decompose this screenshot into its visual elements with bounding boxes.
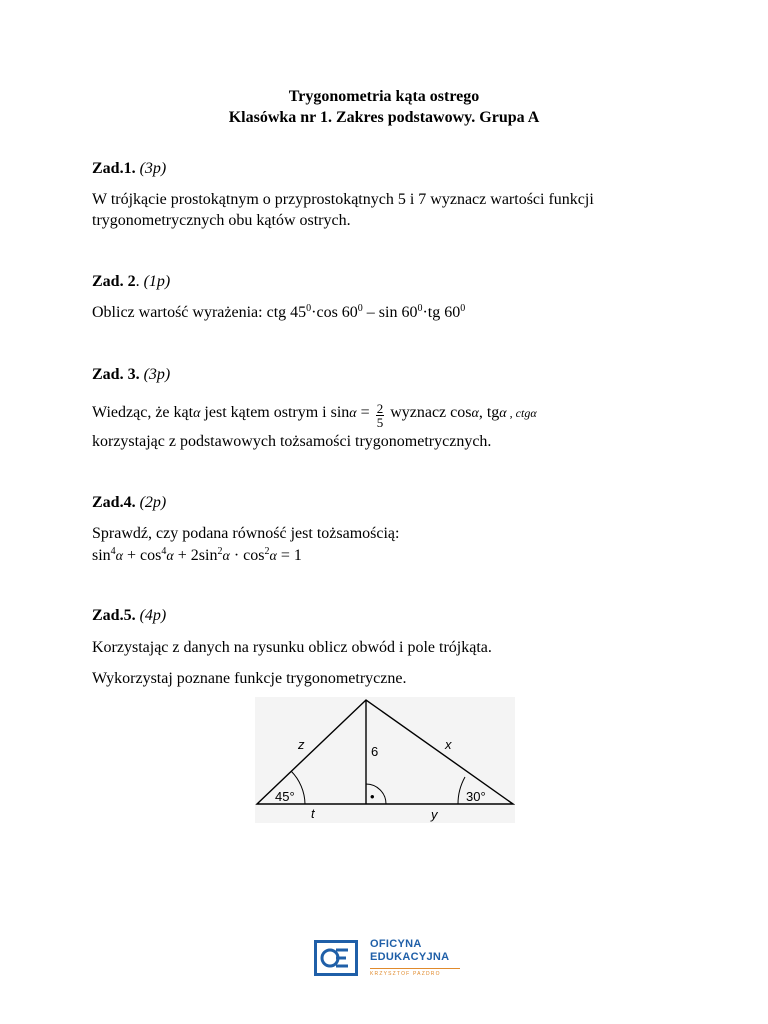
task-1-heading: [92, 160, 166, 178]
task-5-heading: [92, 607, 166, 625]
angle-30-label: 30°: [466, 789, 486, 804]
alpha-symbol: α: [499, 406, 507, 421]
task-4-points: (2p): [139, 494, 167, 511]
degree-sup: 0: [357, 303, 363, 314]
text-part: jest kątem ostrym i sin: [200, 404, 350, 421]
text-part: Wiedząc, że kąt: [92, 404, 194, 421]
text-part: =: [356, 404, 374, 421]
text-part: + cos: [123, 547, 162, 564]
logo-subtitle: KRZYSZTOF PAZDRO: [370, 971, 441, 977]
task-2-points: (1p): [143, 273, 171, 290]
degree-sup: 0: [417, 303, 423, 314]
task-2-expression: [92, 304, 465, 322]
base-y-label: y: [431, 807, 438, 822]
task-5-text-line-2: Wykorzystaj poznane funkcje trygonometryczne.: [92, 670, 407, 687]
task-3-label: Zad. 3.: [92, 366, 140, 383]
text-part: · cos: [229, 547, 265, 564]
task-4-heading: [92, 494, 166, 512]
task-4-identity: [92, 547, 302, 565]
alpha-symbol: α: [349, 406, 357, 421]
task-5-label: Zad.5.: [92, 607, 136, 624]
task-1-text-line-2: trygonometrycznych obu kątów ostrych.: [92, 212, 351, 229]
alpha-symbol: α: [269, 549, 277, 564]
fraction-denominator: 5: [376, 415, 384, 430]
exponent: 2: [217, 546, 223, 557]
task-1-text-line-1: W trójkącie prostokątnym o przyprostokątnych 5 i 7 wyznacz wartości funkcji: [92, 191, 594, 208]
base-t-label: t: [311, 806, 315, 821]
document-subtitle: Klasówka nr 1. Zakres podstawowy. Grupa A: [228, 109, 540, 126]
document-title: Trygonometria kąta ostrego: [288, 88, 480, 105]
task-3-heading: [92, 366, 170, 384]
alpha-symbol: α: [193, 406, 201, 421]
task-2-expr-part: Oblicz wartość wyrażenia: ctg 45: [92, 304, 307, 321]
fraction-numerator: 2: [376, 401, 384, 416]
task-3-text-line-1: [92, 402, 537, 429]
exponent: 4: [161, 546, 167, 557]
task-2-separator: .: [135, 273, 140, 290]
logo-line-2: EDUKACYJNA: [370, 951, 450, 963]
task-2-expr-part: ·tg 60: [422, 304, 461, 321]
task-3-points: (3p): [143, 366, 171, 383]
side-z-label: z: [298, 737, 305, 752]
text-part: = 1: [276, 547, 302, 564]
task-3-text-line-2: korzystając z podstawowych tożsamości trygonometrycznych.: [92, 433, 492, 450]
publisher-logo: [314, 938, 464, 982]
angle-45-label: 45°: [275, 789, 295, 804]
task-2-heading: [92, 273, 170, 291]
alpha-symbol: α: [115, 549, 124, 564]
alpha-symbol: α: [471, 406, 479, 421]
text-part: + 2sin: [173, 547, 218, 564]
triangle-svg: [255, 697, 515, 823]
task-5-points: (4p): [139, 607, 167, 624]
logo-divider: [370, 968, 460, 969]
degree-sup: 0: [306, 303, 312, 314]
exponent: 2: [264, 546, 270, 557]
side-x-label: x: [445, 737, 452, 752]
task-2-label: Zad. 2: [92, 273, 136, 290]
text-part: wyznacz cos: [386, 404, 472, 421]
task-1-points: (3p): [139, 160, 167, 177]
text-part: ,: [506, 406, 516, 420]
logo-line-1: OFICYNA: [370, 938, 422, 950]
task-4-text-line-1: Sprawdź, czy podana równość jest tożsamością:: [92, 525, 400, 542]
text-part: , tg: [478, 404, 500, 421]
exponent: 4: [110, 546, 116, 557]
logo-mark-icon: [314, 940, 358, 976]
right-angle-dot: •: [370, 789, 375, 804]
fraction: [376, 402, 385, 429]
degree-sup: 0: [460, 303, 466, 314]
task-2-expr-part: – sin 60: [362, 304, 418, 321]
alpha-symbol: α: [222, 549, 230, 564]
task-2-expr-part: ·cos 60: [311, 304, 358, 321]
text-part: sin: [92, 547, 111, 564]
alpha-symbol: α: [166, 549, 174, 564]
task-5-text-line-1: Korzystając z danych na rysunku oblicz obwód i pole trójkąta.: [92, 639, 492, 656]
logo-wordmark: [370, 938, 449, 964]
triangle-figure: [255, 697, 515, 823]
height-label: 6: [371, 744, 379, 759]
task-1-label: Zad.1.: [92, 160, 136, 177]
ctg-alpha-text: ctgα: [515, 406, 537, 420]
task-4-label: Zad.4.: [92, 494, 136, 511]
